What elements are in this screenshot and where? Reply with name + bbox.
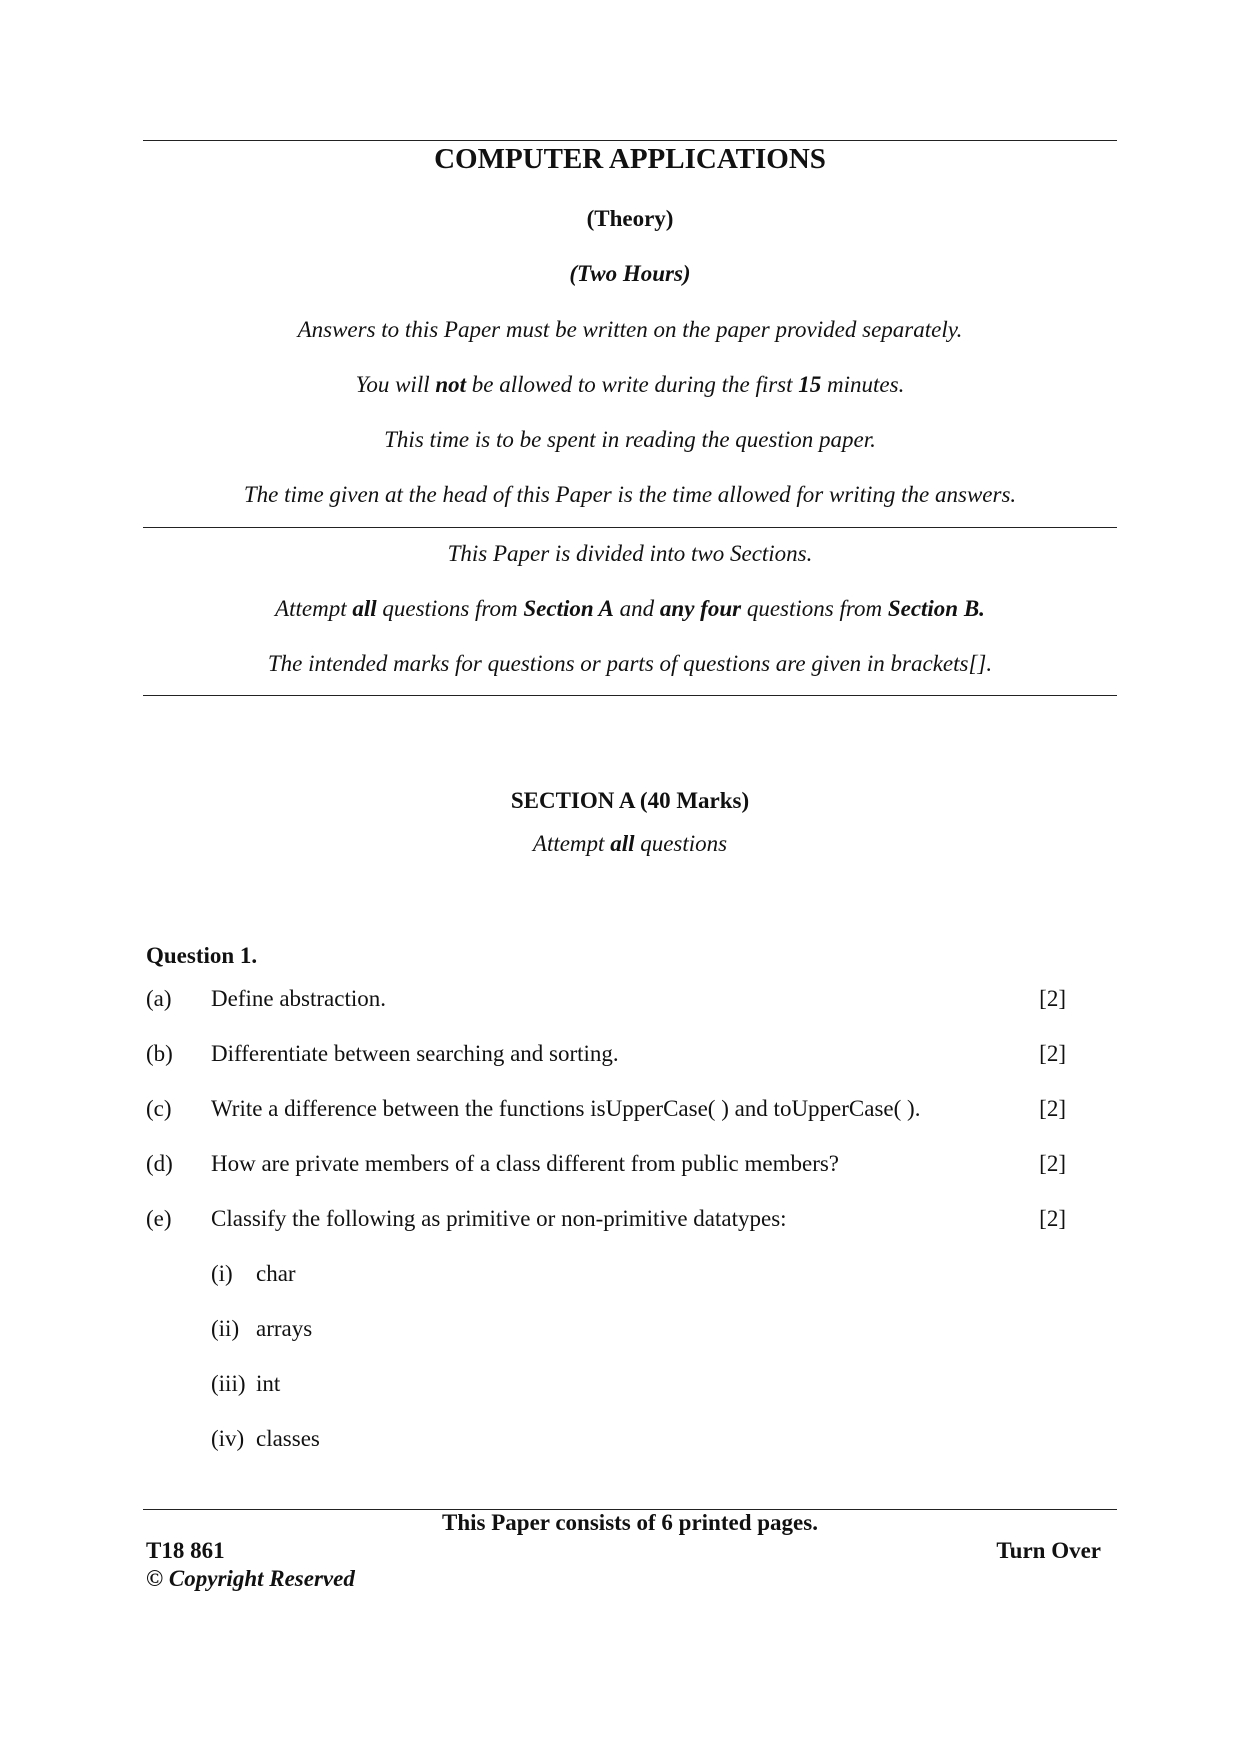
part-marks: [2] xyxy=(1039,1206,1066,1231)
part-marks: [2] xyxy=(1039,1041,1066,1066)
turn-over: Turn Over xyxy=(996,1538,1101,1563)
subpart-item xyxy=(211,1261,296,1287)
part-marks: [2] xyxy=(1039,1151,1066,1176)
copyright: © Copyright Reserved xyxy=(146,1566,355,1591)
instruction-6-p1: Attempt xyxy=(275,596,353,621)
part-marks: [2] xyxy=(1039,1096,1066,1121)
top-rule xyxy=(143,140,1117,141)
subpart-label: (iv) xyxy=(211,1426,245,1451)
instruction-1: Answers to this Paper must be written on the paper provided separately. xyxy=(297,317,963,342)
instruction-6-bold-section-b: Section B. xyxy=(887,596,985,621)
section-note xyxy=(143,831,1117,857)
part-label: (d) xyxy=(146,1151,173,1176)
instruction-6-p3: and xyxy=(613,596,660,621)
instruction-6-p2: questions from xyxy=(376,596,524,621)
instruction-6-bold-all: all xyxy=(352,596,377,621)
part-text: Classify the following as primitive or non-primitive datatypes: xyxy=(211,1206,787,1231)
instruction-2 xyxy=(143,372,1117,398)
paper-title: COMPUTER APPLICATIONS xyxy=(434,143,826,175)
part-marks: [2] xyxy=(1039,986,1066,1011)
part-label: (a) xyxy=(146,986,172,1011)
paper-duration: (Two Hours) xyxy=(569,261,691,286)
part-text: Define abstraction. xyxy=(211,986,386,1011)
instructions-bottom-rule xyxy=(143,695,1117,696)
paper-code: T18 861 xyxy=(146,1538,225,1563)
instruction-7: The intended marks for questions or parts of questions are given in brackets[]. xyxy=(267,651,993,676)
subpart-label: (ii) xyxy=(211,1316,240,1341)
section-note-bold: all xyxy=(610,831,635,856)
subpart-text: int xyxy=(256,1371,281,1396)
subpart-item xyxy=(211,1426,320,1452)
part-label: (b) xyxy=(146,1041,173,1066)
subpart-label: (iii) xyxy=(211,1371,246,1396)
instruction-6-bold-section-a: Section A xyxy=(523,596,614,621)
subpart-label: (i) xyxy=(211,1261,233,1286)
footer-pages: This Paper consists of 6 printed pages. xyxy=(442,1510,818,1535)
subpart-item xyxy=(211,1371,280,1397)
instruction-3: This time is to be spent in reading the question paper. xyxy=(384,427,876,452)
instructions-rule xyxy=(143,527,1117,528)
instruction-5: This Paper is divided into two Sections. xyxy=(447,541,813,566)
subpart-text: char xyxy=(256,1261,296,1286)
instruction-4: The time given at the head of this Paper is the time allowed for writing the answers. xyxy=(243,482,1017,507)
paper-subtitle: (Theory) xyxy=(586,206,674,231)
instruction-6 xyxy=(143,596,1117,622)
instruction-2-bold-15: 15 xyxy=(798,372,822,397)
part-text: How are private members of a class different from public members? xyxy=(211,1151,840,1176)
instruction-2-post: minutes. xyxy=(821,372,905,397)
instruction-2-bold-not: not xyxy=(435,372,467,397)
instruction-6-bold-any-four: any four xyxy=(659,596,742,621)
subpart-text: classes xyxy=(256,1426,320,1451)
section-note-post: questions xyxy=(634,831,728,856)
section-note-pre: Attempt xyxy=(532,831,611,856)
question-title: Question 1. xyxy=(146,943,258,968)
part-text: Write a difference between the functions isUpperCase( ) and toUpperCase( ). xyxy=(211,1096,921,1121)
instruction-2-mid: be allowed to write during the first xyxy=(466,372,799,397)
subpart-item xyxy=(211,1316,312,1342)
part-text: Differentiate between searching and sorting. xyxy=(211,1041,619,1066)
part-label: (e) xyxy=(146,1206,172,1231)
instruction-2-pre: You will xyxy=(355,372,436,397)
instruction-6-p4: questions from xyxy=(741,596,888,621)
section-heading: SECTION A (40 Marks) xyxy=(510,788,750,813)
part-label: (c) xyxy=(146,1096,172,1121)
subpart-text: arrays xyxy=(256,1316,313,1341)
